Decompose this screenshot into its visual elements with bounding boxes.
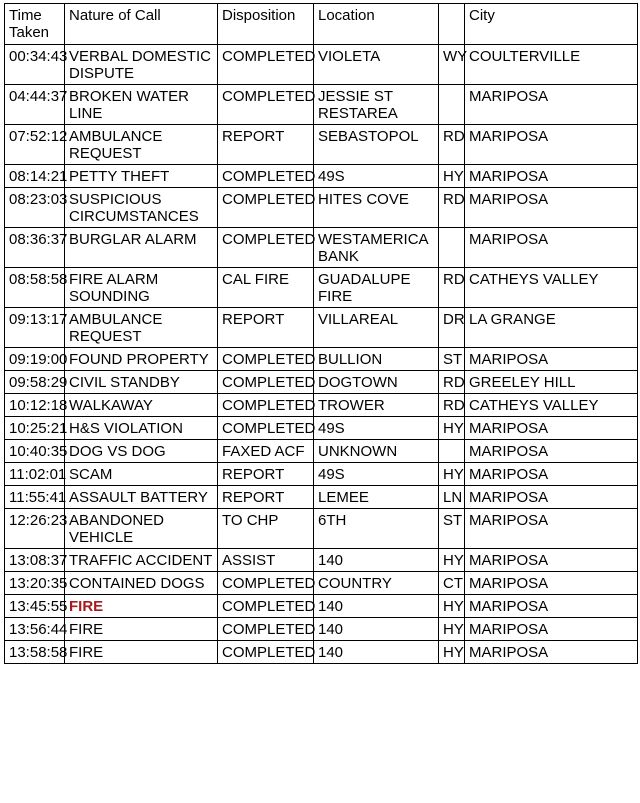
cell-time: 09:19:00	[5, 348, 65, 371]
cell-location: 49S	[314, 417, 439, 440]
header-row	[5, 4, 638, 45]
cell-disposition: COMPLETED	[218, 85, 314, 125]
cell-suffix: HY	[439, 417, 465, 440]
cell-city: MARIPOSA	[465, 440, 638, 463]
cell-disposition: COMPLETED	[218, 618, 314, 641]
cell-nature: H&S VIOLATION	[65, 417, 218, 440]
cell-city: CATHEYS VALLEY	[465, 268, 638, 308]
cell-time: 09:13:17	[5, 308, 65, 348]
cell-city: LA GRANGE	[465, 308, 638, 348]
cell-nature: CIVIL STANDBY	[65, 371, 218, 394]
cell-suffix: ST	[439, 348, 465, 371]
cell-suffix: HY	[439, 549, 465, 572]
cell-time: 07:52:12	[5, 125, 65, 165]
table-row	[5, 85, 638, 125]
cell-location: WESTAMERICA BANK	[314, 228, 439, 268]
cell-city: MARIPOSA	[465, 188, 638, 228]
cell-nature: FIRE	[65, 641, 218, 664]
header-location: Location	[314, 4, 439, 45]
cell-suffix	[439, 228, 465, 268]
cell-time: 10:25:21	[5, 417, 65, 440]
cell-disposition: COMPLETED	[218, 228, 314, 268]
table-row	[5, 641, 638, 664]
table-row	[5, 188, 638, 228]
cell-city: MARIPOSA	[465, 417, 638, 440]
cell-time: 11:02:01	[5, 463, 65, 486]
cell-time: 13:08:37	[5, 549, 65, 572]
cell-time: 08:23:03	[5, 188, 65, 228]
cell-suffix: HY	[439, 595, 465, 618]
cell-time: 09:58:29	[5, 371, 65, 394]
cell-nature: SUSPICIOUS CIRCUMSTANCES	[65, 188, 218, 228]
cell-location: SEBASTOPOL	[314, 125, 439, 165]
cell-location: 140	[314, 641, 439, 664]
cell-city: MARIPOSA	[465, 509, 638, 549]
cell-suffix: ST	[439, 509, 465, 549]
table-row	[5, 268, 638, 308]
cell-location: COUNTRY	[314, 572, 439, 595]
cell-nature: ASSAULT BATTERY	[65, 486, 218, 509]
cell-location: BULLION	[314, 348, 439, 371]
cell-nature: CONTAINED DOGS	[65, 572, 218, 595]
cell-nature: ABANDONED VEHICLE	[65, 509, 218, 549]
cell-suffix: RD	[439, 394, 465, 417]
cell-disposition: COMPLETED	[218, 45, 314, 85]
header-disposition: Disposition	[218, 4, 314, 45]
cell-time: 13:58:58	[5, 641, 65, 664]
cell-disposition: ASSIST	[218, 549, 314, 572]
cell-location: 49S	[314, 165, 439, 188]
cell-city: GREELEY HILL	[465, 371, 638, 394]
table-row	[5, 125, 638, 165]
cell-location: TROWER	[314, 394, 439, 417]
cell-suffix: HY	[439, 165, 465, 188]
cell-location: LEMEE	[314, 486, 439, 509]
cell-nature: FIRE	[65, 595, 218, 618]
cell-time: 13:56:44	[5, 618, 65, 641]
call-log-table	[4, 3, 638, 664]
cell-location: 140	[314, 618, 439, 641]
cell-city: MARIPOSA	[465, 228, 638, 268]
cell-suffix: DR	[439, 308, 465, 348]
cell-city: MARIPOSA	[465, 85, 638, 125]
cell-time: 04:44:37	[5, 85, 65, 125]
cell-city: COULTERVILLE	[465, 45, 638, 85]
cell-suffix: RD	[439, 268, 465, 308]
header-city: City	[465, 4, 638, 45]
header-suffix	[439, 4, 465, 45]
cell-nature: VERBAL DOMESTIC DISPUTE	[65, 45, 218, 85]
table-row	[5, 549, 638, 572]
cell-time: 11:55:41	[5, 486, 65, 509]
cell-location: 6TH	[314, 509, 439, 549]
cell-location: VILLAREAL	[314, 308, 439, 348]
cell-suffix: HY	[439, 463, 465, 486]
cell-time: 13:45:55	[5, 595, 65, 618]
header-time: Time Taken	[5, 4, 65, 45]
cell-city: MARIPOSA	[465, 595, 638, 618]
cell-disposition: COMPLETED	[218, 188, 314, 228]
cell-disposition: COMPLETED	[218, 641, 314, 664]
cell-location: UNKNOWN	[314, 440, 439, 463]
cell-location: JESSIE ST RESTAREA	[314, 85, 439, 125]
cell-location: DOGTOWN	[314, 371, 439, 394]
table-row	[5, 440, 638, 463]
cell-location: HITES COVE	[314, 188, 439, 228]
cell-nature: DOG VS DOG	[65, 440, 218, 463]
cell-nature: BURGLAR ALARM	[65, 228, 218, 268]
cell-suffix: RD	[439, 188, 465, 228]
table-row	[5, 45, 638, 85]
cell-time: 08:36:37	[5, 228, 65, 268]
cell-city: MARIPOSA	[465, 165, 638, 188]
cell-nature: FIRE	[65, 618, 218, 641]
cell-time: 00:34:43	[5, 45, 65, 85]
cell-disposition: REPORT	[218, 308, 314, 348]
cell-nature: BROKEN WATER LINE	[65, 85, 218, 125]
cell-suffix: HY	[439, 641, 465, 664]
cell-suffix: RD	[439, 371, 465, 394]
cell-location: 49S	[314, 463, 439, 486]
cell-suffix	[439, 440, 465, 463]
cell-city: MARIPOSA	[465, 125, 638, 165]
call-log-container	[4, 3, 638, 664]
cell-location: 140	[314, 549, 439, 572]
cell-suffix: RD	[439, 125, 465, 165]
cell-city: MARIPOSA	[465, 572, 638, 595]
table-row	[5, 572, 638, 595]
header-nature: Nature of Call	[65, 4, 218, 45]
cell-nature: FOUND PROPERTY	[65, 348, 218, 371]
cell-nature: AMBULANCE REQUEST	[65, 308, 218, 348]
table-row	[5, 348, 638, 371]
table-row	[5, 618, 638, 641]
cell-time: 12:26:23	[5, 509, 65, 549]
cell-city: MARIPOSA	[465, 348, 638, 371]
cell-disposition: COMPLETED	[218, 572, 314, 595]
table-row	[5, 463, 638, 486]
cell-nature: AMBULANCE REQUEST	[65, 125, 218, 165]
cell-city: MARIPOSA	[465, 486, 638, 509]
table-row	[5, 509, 638, 549]
cell-time: 13:20:35	[5, 572, 65, 595]
cell-nature: PETTY THEFT	[65, 165, 218, 188]
table-row	[5, 394, 638, 417]
cell-city: MARIPOSA	[465, 618, 638, 641]
cell-nature: TRAFFIC ACCIDENT	[65, 549, 218, 572]
cell-suffix	[439, 85, 465, 125]
cell-suffix: WY	[439, 45, 465, 85]
cell-city: MARIPOSA	[465, 463, 638, 486]
cell-disposition: REPORT	[218, 125, 314, 165]
cell-time: 10:40:35	[5, 440, 65, 463]
cell-city: MARIPOSA	[465, 641, 638, 664]
cell-time: 08:14:21	[5, 165, 65, 188]
cell-nature: FIRE ALARM SOUNDING	[65, 268, 218, 308]
cell-suffix: HY	[439, 618, 465, 641]
cell-disposition: REPORT	[218, 486, 314, 509]
call-log-body	[5, 45, 638, 664]
cell-disposition: COMPLETED	[218, 595, 314, 618]
cell-city: CATHEYS VALLEY	[465, 394, 638, 417]
cell-disposition: TO CHP	[218, 509, 314, 549]
cell-disposition: FAXED ACF	[218, 440, 314, 463]
cell-location: 140	[314, 595, 439, 618]
cell-disposition: CAL FIRE	[218, 268, 314, 308]
cell-disposition: REPORT	[218, 463, 314, 486]
cell-disposition: COMPLETED	[218, 371, 314, 394]
cell-time: 10:12:18	[5, 394, 65, 417]
cell-location: VIOLETA	[314, 45, 439, 85]
cell-disposition: COMPLETED	[218, 417, 314, 440]
cell-time: 08:58:58	[5, 268, 65, 308]
cell-city: MARIPOSA	[465, 549, 638, 572]
table-row	[5, 371, 638, 394]
table-row	[5, 486, 638, 509]
cell-location: GUADALUPE FIRE	[314, 268, 439, 308]
cell-suffix: CT	[439, 572, 465, 595]
cell-disposition: COMPLETED	[218, 348, 314, 371]
cell-disposition: COMPLETED	[218, 165, 314, 188]
cell-nature: SCAM	[65, 463, 218, 486]
table-row	[5, 228, 638, 268]
table-row	[5, 165, 638, 188]
table-row	[5, 417, 638, 440]
table-row	[5, 595, 638, 618]
cell-nature: WALKAWAY	[65, 394, 218, 417]
cell-suffix: LN	[439, 486, 465, 509]
table-row	[5, 308, 638, 348]
cell-disposition: COMPLETED	[218, 394, 314, 417]
